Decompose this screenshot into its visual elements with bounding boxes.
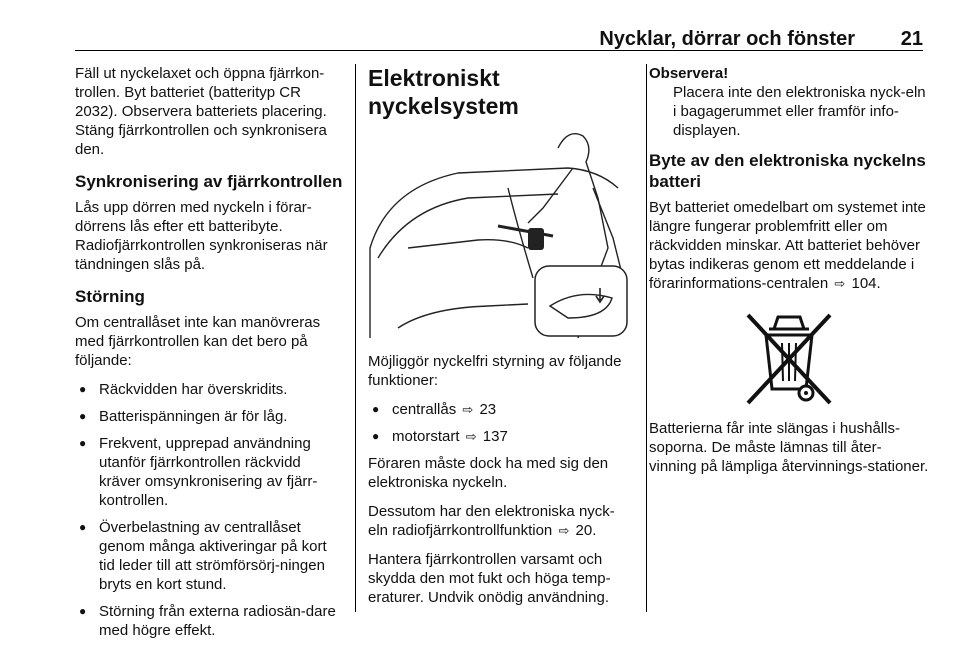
page-ref-icon: ⇨ bbox=[462, 402, 474, 417]
page-number: 21 bbox=[900, 28, 923, 50]
list-item: ● Överbelastning av centrallåset genom många aktiveringar på kort tid leder till att strömförsörj-ningen bryts en kort stund. bbox=[75, 518, 345, 594]
function-list bbox=[368, 400, 633, 446]
column-middle bbox=[368, 64, 633, 617]
page-header bbox=[75, 28, 923, 51]
heading-fault: Störning bbox=[75, 287, 145, 306]
item-label: motorstart bbox=[392, 428, 460, 445]
fault-text: Om centrallåset inte kan manövreras med fjärrkontrollen kan det bero på följande: bbox=[75, 314, 321, 369]
door-handle-inset bbox=[535, 266, 627, 336]
column-left bbox=[75, 64, 345, 648]
list-item: ● Frekvent, upprepad användning utanför fjärrkontrollen räckvidd kräver omsynkronisering av fjärr-kontrollen. bbox=[75, 434, 345, 510]
crossed-bin-icon bbox=[736, 307, 842, 407]
car-door-illustration bbox=[368, 128, 630, 340]
page-ref[interactable]: 104. bbox=[851, 275, 881, 292]
sync-text: Lås upp dörren med nyckeln i förar-dörrens lås efter ett batteribyte. Radiofjärrkontrollen synkroniseras när tändningen slås på. bbox=[75, 199, 328, 273]
list-item bbox=[368, 427, 633, 446]
paragraph: Föraren måste dock ha med sig den elektroniska nyckeln. bbox=[368, 455, 609, 491]
page-ref[interactable]: 20. bbox=[575, 522, 597, 539]
page-ref[interactable]: 23 bbox=[479, 401, 497, 418]
paragraph bbox=[649, 198, 929, 293]
fault-list bbox=[75, 380, 345, 640]
paragraph bbox=[368, 502, 633, 540]
paragraph: Hantera fjärrkontrollen varsamt och skydda den mot fukt och höga temp-eraturer. Undvik onödig användning. bbox=[368, 551, 611, 606]
page-ref-icon: ⇨ bbox=[558, 523, 570, 538]
note-title: Observera! bbox=[649, 65, 729, 82]
paragraph-text: Byt batteriet omedelbart om systemet inte längre fungerar problemfritt eller om räckvidden minskar. Att batteriet behöver bytas indikeras genom ett meddelande i förarinformations-centralen bbox=[649, 199, 926, 292]
page-ref-icon: ⇨ bbox=[465, 429, 477, 444]
item-label: centrallås bbox=[392, 401, 457, 418]
heading-sync: Synkronisering av fjärrkontrollen bbox=[75, 172, 343, 191]
note-body: Placera inte den elektroniska nyck-eln i bagagerummet eller framför info-displayen. bbox=[673, 84, 926, 139]
list-item: ● Batterispänningen är för låg. bbox=[75, 407, 345, 426]
column-divider bbox=[355, 64, 356, 612]
heading-battery: Byte av den elektroniska nyckelns batteri bbox=[649, 151, 926, 191]
list-item bbox=[368, 400, 633, 419]
page-ref[interactable]: 137 bbox=[482, 428, 508, 445]
column-divider bbox=[646, 64, 647, 612]
lead-text: Möjliggör nyckelfri styrning av följande funktioner: bbox=[368, 353, 622, 389]
list-item: ● Störning från externa radiosän-dare med högre effekt. bbox=[75, 602, 345, 640]
header-title: Nycklar, dörrar och fönster bbox=[599, 28, 855, 50]
column-right bbox=[649, 64, 929, 486]
key-fob-icon bbox=[528, 228, 544, 250]
list-item: ● Räckvidden har överskridits. bbox=[75, 380, 345, 399]
disposal-text: Batterierna får inte slängas i hushålls-soporna. De måste lämnas till åter-vinning på lämpliga återvinnings-stationer. bbox=[649, 420, 929, 475]
section-title: Elektroniskt nyckelsystem bbox=[368, 65, 519, 119]
page-ref-icon: ⇨ bbox=[834, 276, 846, 291]
battery-intro-text: Fäll ut nyckelaxet och öppna fjärrkon-trollen. Byt batteriet (batterityp CR 2032). Observera batteriets placering. Stäng fjärrkontrollen och synkronisera den. bbox=[75, 65, 327, 158]
note-box bbox=[649, 64, 929, 140]
paragraph-text: Dessutom har den elektroniska nyck-eln radiofjärrkontrollfunktion bbox=[368, 503, 615, 539]
